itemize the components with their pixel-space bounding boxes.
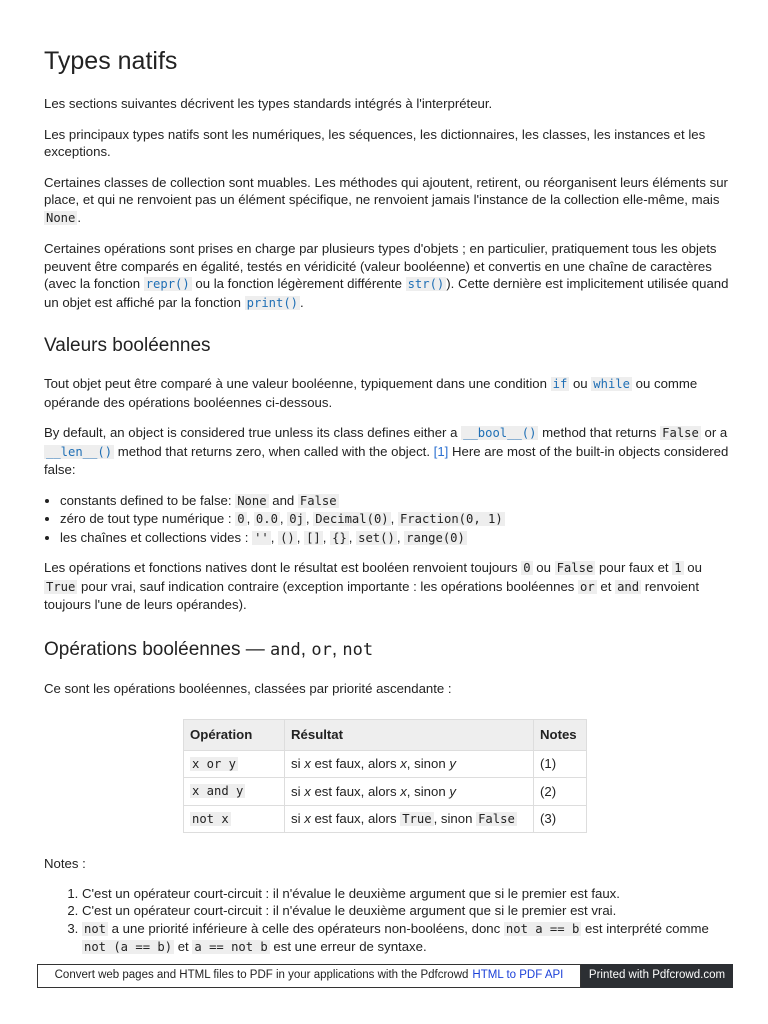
false-values-list (44, 492, 730, 548)
bool-ops-table (183, 719, 587, 833)
bool-method-link[interactable]: __bool__() (463, 426, 537, 440)
intro-paragraph-3: Certaines classes de collection sont muables. Les méthodes qui ajoutent, retirent, ou réorganisent leurs éléments sur place, et qui ne renvoient pas un élément spécifique, ne renvoient jamais l'instance de la collection elle-même, mais None . (44, 174, 728, 225)
note-ref: (1) (534, 750, 587, 778)
section-heading-booleans: Valeurs booléennes (44, 335, 211, 356)
code-none: None (46, 210, 76, 225)
set-link[interactable]: set() (358, 530, 395, 545)
footer-convert-text: Convert web pages and HTML files to PDF in your applications with the Pdfcrowd HTML to PDF API (37, 964, 581, 988)
notes-label: Notes : (44, 856, 86, 871)
intro-paragraph-1: Les sections suivantes décrivent les types standards intégrés à l'interpréteur. (44, 96, 493, 111)
col-header-result: Résultat (285, 720, 534, 751)
section-heading-bool-ops: Opérations booléennes — and, or, not (44, 638, 374, 660)
print-link[interactable]: print() (246, 295, 299, 310)
if-link[interactable]: if (552, 377, 568, 391)
intro-paragraph-2: Les principaux types natifs sont les numériques, les séquences, les dictionnaires, les classes, les instances et les exceptions. (44, 126, 706, 159)
note-ref: (2) (534, 778, 587, 806)
notes-list (44, 885, 730, 957)
list-item: 2. C'est un opérateur court-circuit : il n'évalue le deuxième argument que si le premier est vrai. (82, 902, 730, 920)
list-item: 3. not a une priorité inférieure à celle des opérateurs non-booléens, donc not a == b est interprété comme not (a == b) et a == not b est une erreur de syntaxe. (82, 920, 730, 957)
footnote-ref-link[interactable]: [1] (433, 443, 449, 459)
bool-paragraph-2: By default, an object is considered true unless its class defines either a __bool__() method that returns False or a __len__() method that returns zero, when called with the object. [1] Here are most of the built-in objects considered false: (44, 425, 729, 477)
list-item: • zéro de tout type numérique : 0 , 0.0 , 0j , Decimal(0) , Fraction(0, 1) (60, 510, 730, 529)
code-false: False (662, 426, 699, 440)
fraction-link[interactable]: Fraction(0, 1) (399, 512, 503, 526)
table-row: x or y si x est faux, alors x, sinon y (1) (184, 750, 587, 778)
list-item: 1. C'est un opérateur court-circuit : il n'évalue le deuxième argument que si le premier est faux. (82, 885, 730, 903)
note-ref: (3) (534, 805, 587, 833)
len-method-link[interactable]: __len__() (46, 444, 113, 459)
bool-paragraph-3: Les opérations et fonctions natives dont le résultat est booléen renvoient toujours 0 ou False pour faux et 1 ou True pour vrai, sauf indication contraire (exception importante : les opérations booléennes or et and renvoient toujours l'une de leurs opérandes). (44, 560, 702, 612)
html-to-pdf-api-link[interactable]: HTML to PDF API (472, 969, 564, 982)
intro-paragraph-4: Certaines opérations sont prises en charge par plusieurs types d'objets ; en particulier, pratiquement tous les objets peuvent être comparés en égalité, testés en véridicité (valeur booléenne) et convertis en une chaîne de caractères (avec la fonction repr() ou la fonction légèrement différente str() ). Cette dernière est implicitement utilisée quand un objet est affiché par la fonction print() . (44, 241, 729, 310)
ops-intro: Ce sont les opérations booléennes, classées par priorité ascendante : (44, 680, 452, 696)
col-header-notes: Notes (534, 720, 587, 751)
list-item: • les chaînes et collections vides : '' , () , [] , {} , set() , range(0) (60, 529, 730, 548)
table-row: not x si x est faux, alors True , sinon False (3) (184, 805, 587, 833)
bool-paragraph-1: Tout objet peut être comparé à une valeur booléenne, typiquement dans une condition if ou while ou comme opérande des opérations booléennes ci-dessous. (44, 376, 698, 410)
footer-printed-badge[interactable]: Printed with Pdfcrowd.com (581, 964, 733, 988)
pdfcrowd-footer (37, 964, 733, 988)
table-header-row (184, 720, 587, 751)
document-page (44, 46, 730, 957)
col-header-operation: Opération (184, 720, 285, 751)
decimal-link[interactable]: Decimal(0) (315, 512, 389, 526)
range-link[interactable]: range(0) (406, 530, 465, 545)
repr-link[interactable]: repr() (145, 277, 190, 291)
while-link[interactable]: while (593, 377, 630, 391)
list-item: • constants defined to be false: None and False (60, 492, 730, 511)
page-title: Types natifs (44, 47, 178, 75)
table-row: x and y si x est faux, alors x, sinon y (2) (184, 778, 587, 806)
str-link[interactable]: str() (407, 277, 445, 291)
